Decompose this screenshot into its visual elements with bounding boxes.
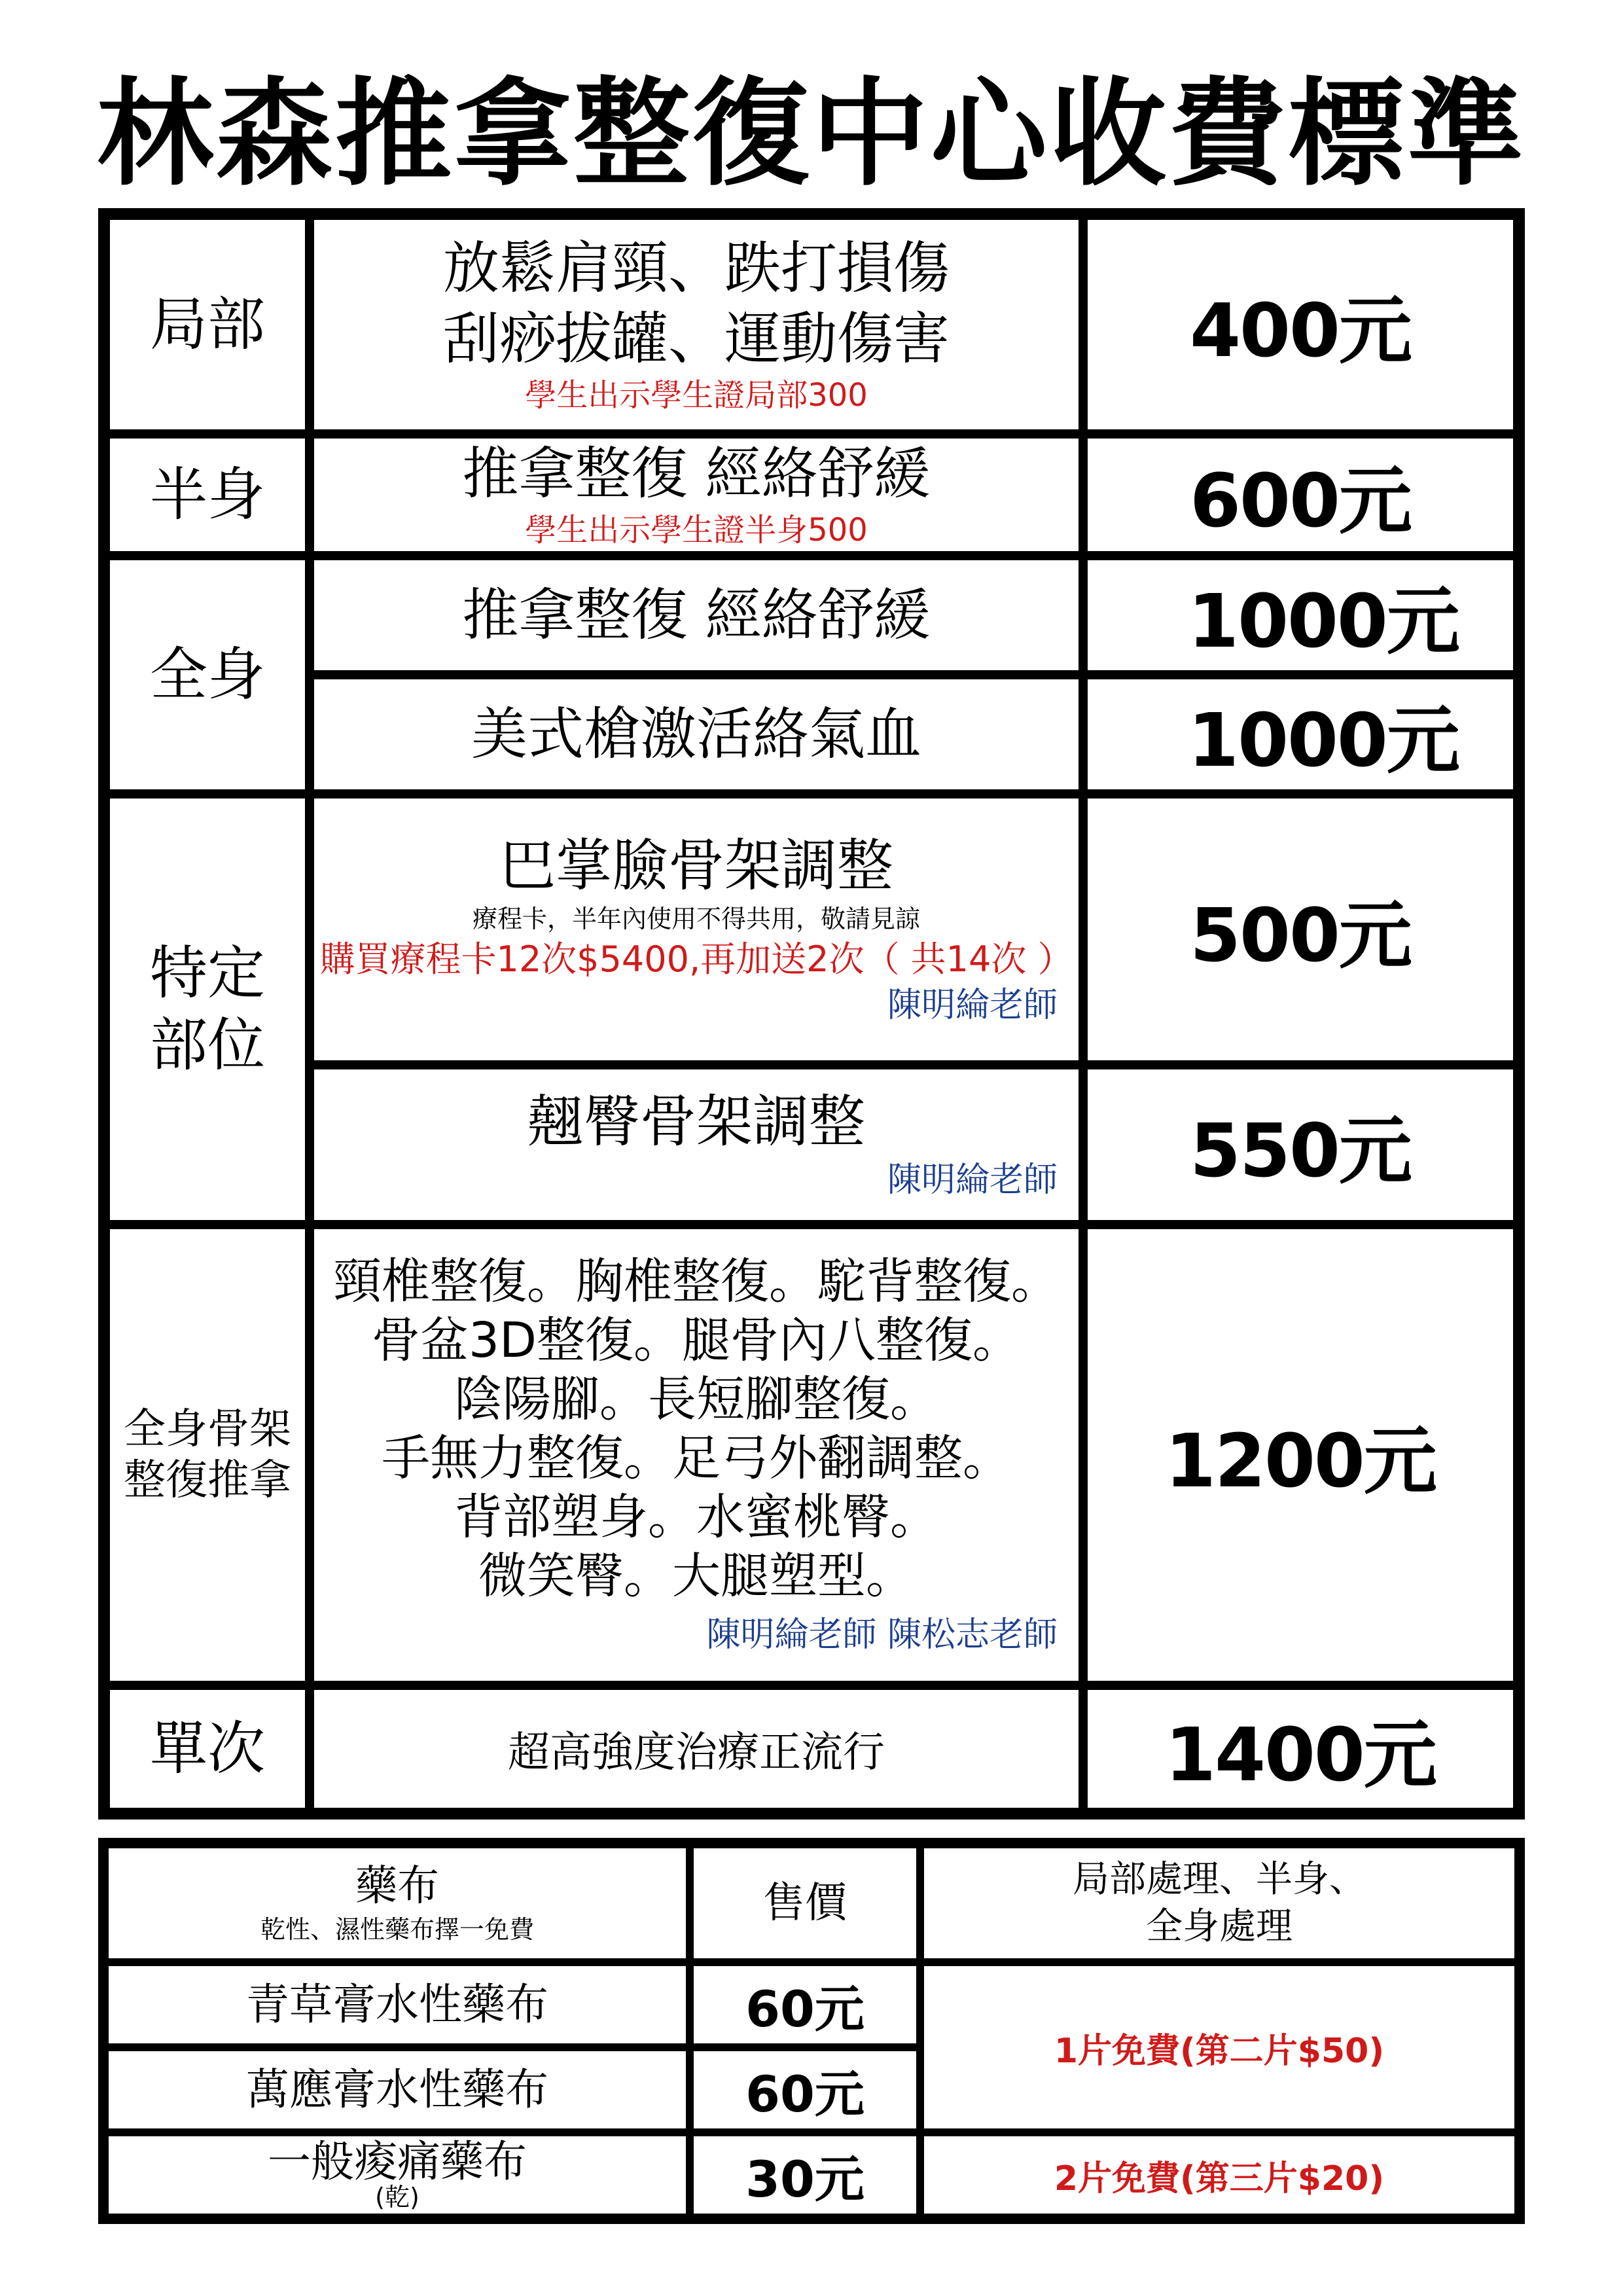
category-label: 局部 [149,291,265,358]
price-half [1088,439,1513,551]
patch-header-treatment-label: 全身處理 [1146,1905,1293,1948]
patch-item-price [694,2136,916,2214]
patch-name: 萬應膏水性藥布 [246,2064,548,2115]
patch-type: (乾) [375,2183,419,2212]
teacher-name: 陳明綸老師 [887,986,1058,1025]
desc-line: 翹臀骨架調整 [527,1089,865,1155]
category-skeleton [110,1229,305,1681]
price-value: 400元 [1190,288,1411,374]
patch-item-price [694,2051,916,2128]
category-specific [110,798,305,1220]
patch-offer-dry [924,2136,1514,2214]
desc-half [314,439,1079,551]
price-face-adjust [1088,798,1513,1060]
price-value: 600元 [1190,458,1411,544]
desc-line: 美式槍激活絡氣血 [471,702,921,767]
patch-header-name [109,1848,686,1958]
category-single [110,1690,305,1808]
category-label: 全身 [149,641,265,708]
category-label: 半身 [149,461,265,528]
price-single [1088,1690,1513,1808]
desc-line: 放鬆肩頸、跌打損傷 [443,236,950,301]
price-value: 1400元 [1165,1712,1436,1798]
desc-line: 刮痧拔罐、運動傷害 [443,306,950,372]
desc-line: 推拿整復 經絡舒緩 [462,583,931,648]
patch-item-name [109,2051,686,2128]
teacher-name: 陳明綸老師 陳松志老師 [706,1615,1058,1655]
patch-header-treatment [924,1848,1514,1958]
category-half [110,439,305,551]
category-full [110,560,305,789]
service-list-line: 陰陽腳。長短腳整復。 [454,1371,938,1427]
student-discount-note: 學生出示學生證半身500 [525,512,868,548]
desc-single [314,1690,1079,1808]
category-label: 整復推拿 [124,1456,291,1505]
patch-offer-water [924,1966,1514,2128]
category-label: 全身骨架 [124,1405,291,1454]
price-full-massage [1088,560,1513,670]
patch-header-price-label: 售價 [763,1879,847,1928]
price-table [98,208,1525,1820]
service-list-line: 手無力整復。足弓外翻調整。 [382,1430,1011,1486]
page-title: 林森推拿整復中心收費標準 [97,66,1526,202]
category-local [110,220,305,429]
desc-hip-adjust [314,1069,1079,1220]
patch-price: 30元 [745,2149,865,2208]
category-label: 特定 [149,939,265,1007]
teacher-name: 陳明綸老師 [887,1160,1058,1200]
service-list-line: 頸椎整復。胸椎整復。駝背整復。 [333,1253,1060,1310]
service-list-line: 微笑臀。大腿塑型。 [478,1548,914,1604]
course-card-offer: 購買療程卡12次$5400,再加送2次（ 共14次 ） [319,939,1073,980]
desc-full-gun [314,679,1079,789]
service-list-line: 背部塑身。水蜜桃臀。 [454,1489,938,1545]
patch-item-price [694,1966,916,2043]
patch-header-title: 藥布 [355,1862,439,1910]
patch-header-sub: 乾性、濕性藥布擇一免費 [260,1915,534,1944]
category-label: 部位 [149,1011,265,1079]
price-value: 1000元 [1188,579,1459,664]
desc-face-adjust [314,798,1079,1060]
desc-skeleton [314,1229,1079,1681]
price-value: 1200元 [1165,1418,1436,1504]
free-patch-offer: 1片免費(第二片$50) [1054,2031,1385,2071]
student-discount-note: 學生出示學生證局部300 [525,377,868,414]
price-value: 1000元 [1188,698,1459,783]
patch-price: 60元 [745,1979,865,2038]
patch-table [98,1838,1525,2224]
desc-line: 超高強度治療正流行 [508,1729,885,1777]
price-local [1088,220,1513,429]
price-value: 550元 [1190,1108,1411,1194]
price-full-gun [1088,679,1513,789]
price-hip-adjust [1088,1069,1513,1220]
desc-full-massage [314,560,1079,670]
patch-price: 60元 [745,2064,865,2123]
category-label: 單次 [149,1715,265,1782]
patch-item-name [109,1966,686,2043]
desc-line: 巴掌臉骨架調整 [499,833,893,899]
desc-line: 推拿整復 經絡舒緩 [462,441,931,507]
desc-local [314,220,1079,429]
patch-header-treatment-label: 局部處理、半身、 [1073,1858,1366,1901]
patch-item-name [109,2136,686,2214]
price-skeleton [1088,1229,1513,1681]
patch-name: 一般痠痛藥布 [268,2136,527,2187]
patch-header-price [694,1848,916,1958]
course-card-note: 療程卡，半年內使用不得共用，敬請見諒 [472,905,920,933]
price-value: 500元 [1190,893,1411,978]
service-list-line: 骨盆3D整復。腿骨內八整復。 [371,1312,1022,1369]
patch-name: 青草膏水性藥布 [246,1979,548,2030]
free-patch-offer: 2片免費(第三片$20) [1054,2159,1385,2198]
